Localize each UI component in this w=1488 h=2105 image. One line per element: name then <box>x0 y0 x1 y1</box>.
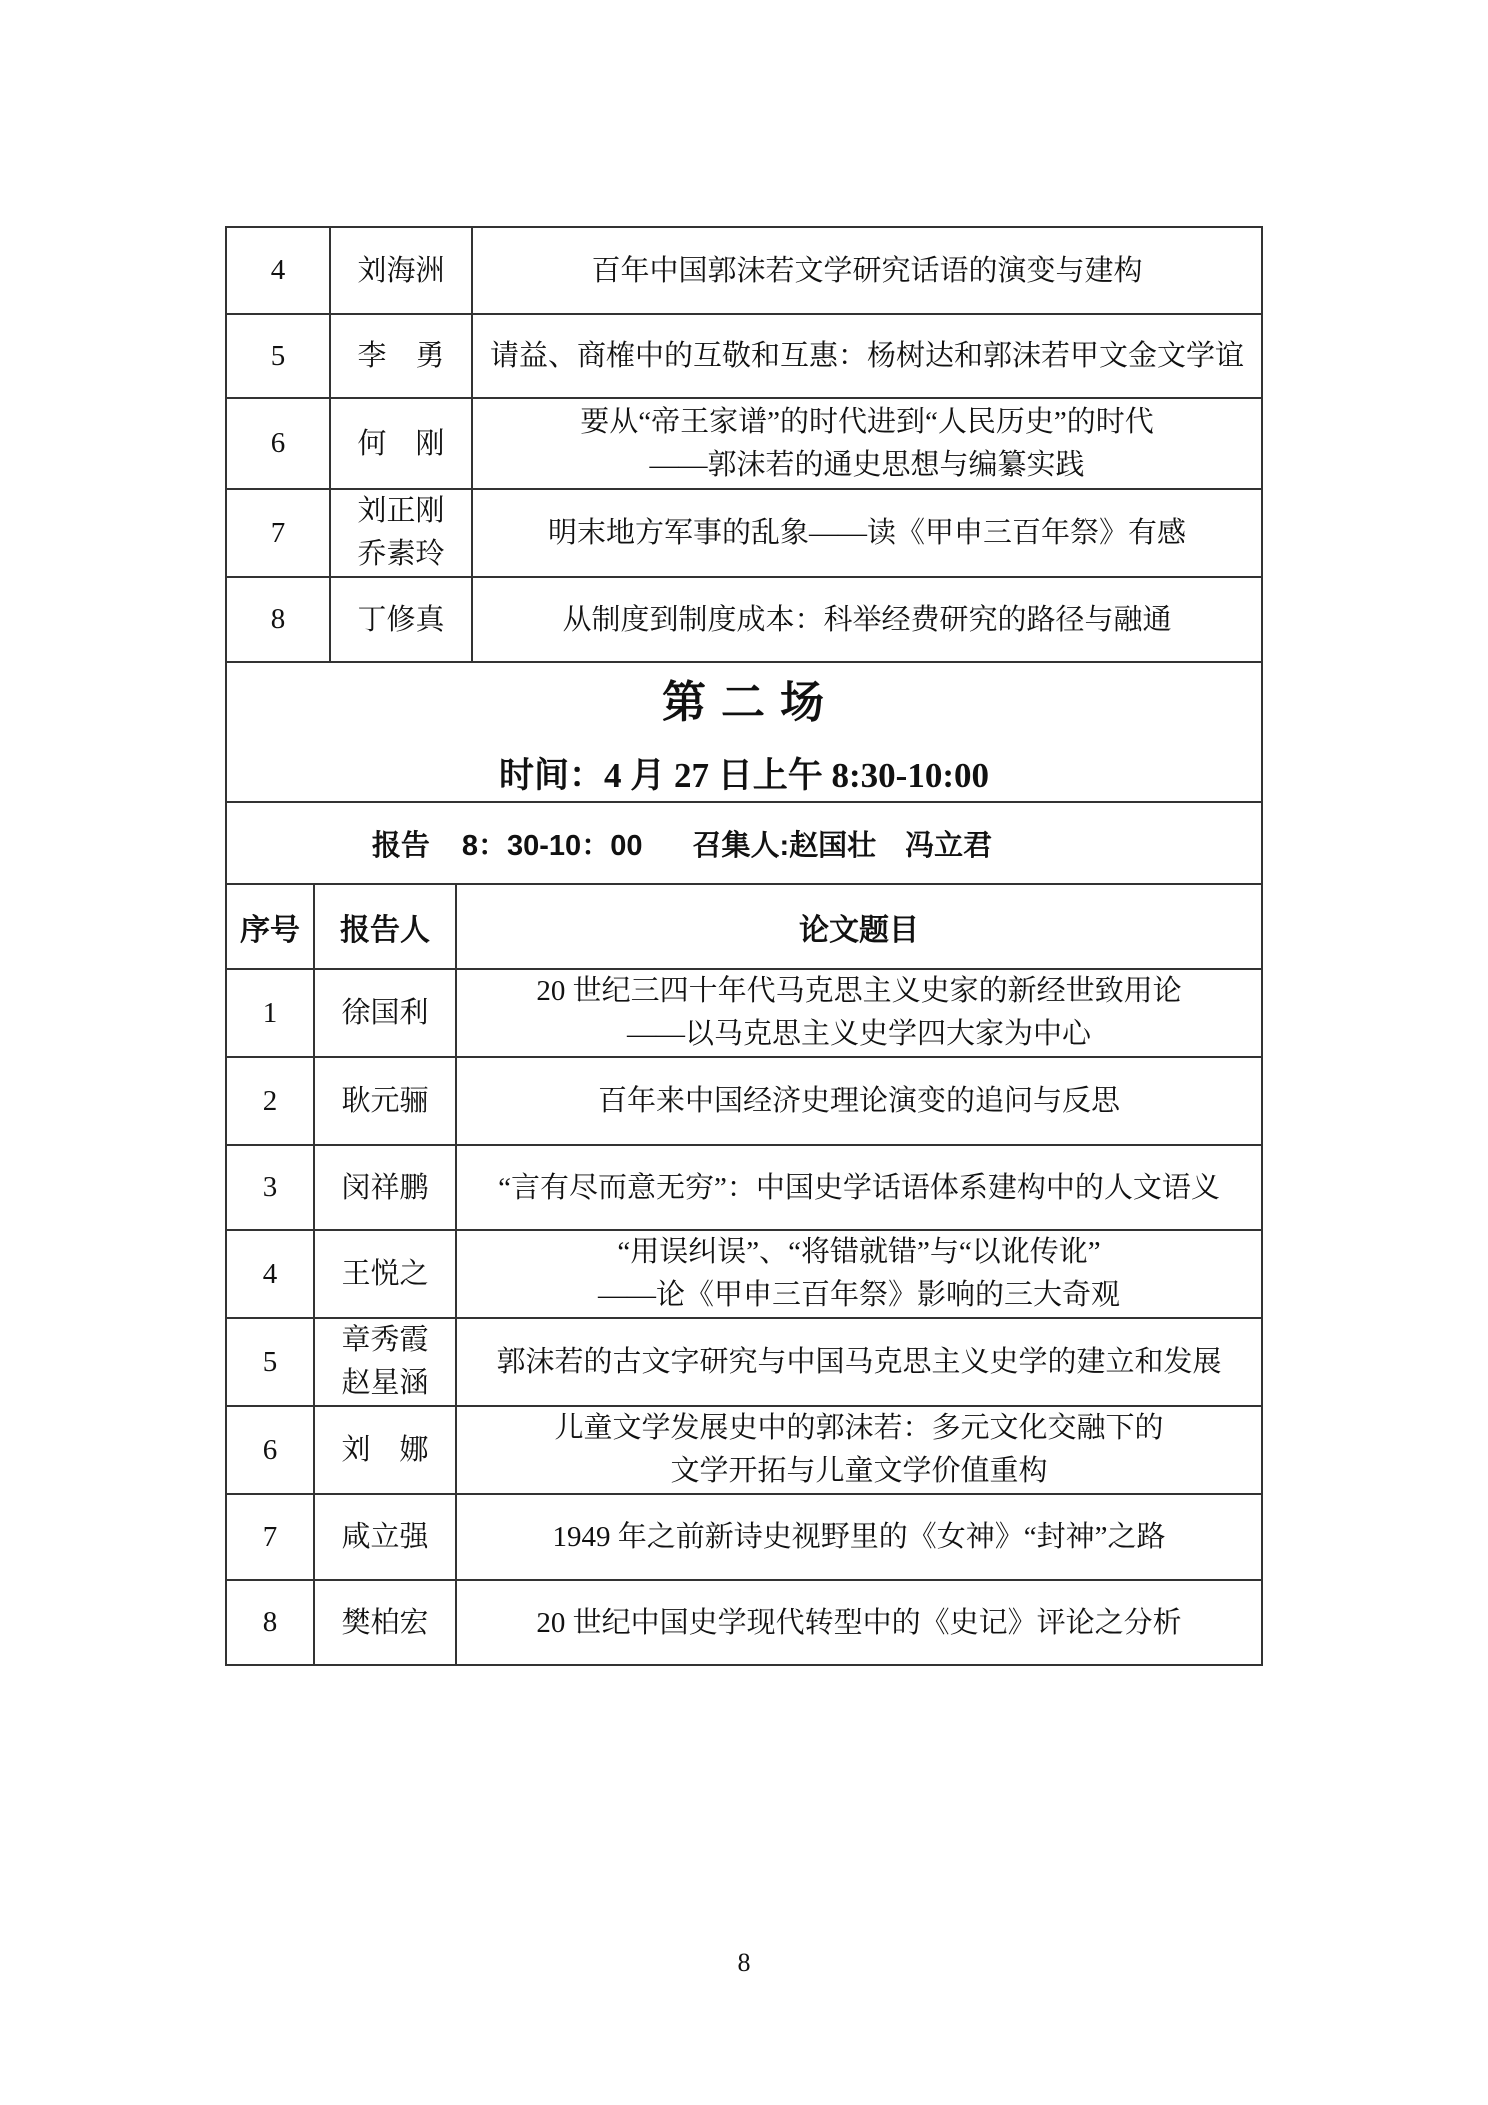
speaker-cell <box>314 1406 456 1494</box>
speaker-name: 赵星涵 <box>341 1367 429 1399</box>
paper-title: 郭沫若的古文字研究与中国马克思主义史学的建立和发展 <box>496 1346 1222 1378</box>
session-time: 时间：4 月 27 日上午 8:30-10:00 <box>499 756 989 795</box>
speaker-name: 闵祥鹏 <box>341 1171 429 1204</box>
speaker-name: 徐国利 <box>341 997 429 1029</box>
paper-title-cell <box>456 1494 1262 1580</box>
row-number: 6 <box>226 1406 314 1494</box>
header-seq: 序号 <box>226 884 314 969</box>
speaker-name: 刘海洲 <box>357 254 445 287</box>
speaker-name: 耿元骊 <box>341 1085 429 1117</box>
speaker-cell <box>330 398 472 489</box>
speaker-name: 乔素玲 <box>357 538 445 570</box>
speaker-cell <box>314 1494 456 1580</box>
row-number: 4 <box>226 1230 314 1318</box>
convener-names: 召集人:赵国壮 冯立君 <box>692 829 993 862</box>
paper-title-line: ——论《甲申三百年祭》影响的三大奇观 <box>597 1279 1120 1311</box>
speaker-cell <box>330 227 472 314</box>
table-row <box>226 1318 1262 1406</box>
paper-title: 百年中国郭沫若文学研究话语的演变与建构 <box>591 254 1143 287</box>
row-number: 6 <box>226 398 330 489</box>
table-row <box>226 227 1262 314</box>
paper-title: 20 世纪中国史学现代转型中的《史记》评论之分析 <box>536 1606 1182 1639</box>
table-row <box>226 1057 1262 1145</box>
speaker-name: 刘正刚 <box>357 495 445 527</box>
page-number: 8 <box>737 1948 751 1977</box>
paper-title-cell <box>472 398 1262 489</box>
paper-title: 百年来中国经济史理论演变的追问与反思 <box>597 1085 1120 1117</box>
paper-title: 从制度到制度成本：科举经费研究的路径与融通 <box>562 603 1172 636</box>
paper-title-cell <box>472 227 1262 314</box>
paper-title-line: 文学开拓与儿童文学价值重构 <box>670 1455 1048 1487</box>
table-row <box>226 1145 1262 1230</box>
table-row <box>226 1580 1262 1665</box>
table-row <box>226 1406 1262 1494</box>
speaker-cell <box>314 1230 456 1318</box>
paper-title-cell <box>456 1580 1262 1665</box>
session-header <box>225 661 1263 803</box>
speaker-cell <box>314 1318 456 1406</box>
row-number: 8 <box>226 577 330 662</box>
paper-title: “言有尽而意无穷”：中国史学话语体系建构中的人文语义 <box>498 1171 1220 1204</box>
row-number: 8 <box>226 1580 314 1665</box>
row-number: 4 <box>226 227 330 314</box>
speaker-name: 李 勇 <box>357 340 445 372</box>
speaker-cell <box>330 577 472 662</box>
paper-title: 请益、商榷中的互敬和互惠：杨树达和郭沫若甲文金文学谊 <box>489 340 1244 372</box>
row-number: 5 <box>226 314 330 398</box>
conference-program-page <box>225 226 1263 1666</box>
table-row <box>226 577 1262 662</box>
table-row <box>226 1494 1262 1580</box>
speaker-name: 刘 娜 <box>341 1434 429 1466</box>
paper-title: 1949 年之前新诗史视野里的《女神》“封神”之路 <box>552 1521 1166 1553</box>
table-row <box>226 489 1262 577</box>
paper-title-cell <box>472 489 1262 577</box>
paper-title: 明末地方军事的乱象——读《甲申三百年祭》有感 <box>547 517 1186 549</box>
row-number: 7 <box>226 1494 314 1580</box>
speaker-cell <box>314 1145 456 1230</box>
speaker-name: 章秀霞 <box>341 1324 429 1356</box>
row-number: 1 <box>226 969 314 1057</box>
paper-title-cell <box>456 1406 1262 1494</box>
paper-title-cell <box>456 1145 1262 1230</box>
table-row <box>226 398 1262 489</box>
speaker-name: 王悦之 <box>341 1258 429 1290</box>
paper-title-cell <box>456 1057 1262 1145</box>
table-row <box>226 1230 1262 1318</box>
report-time: 8：30-10：00 <box>461 829 643 862</box>
session2-table <box>225 883 1263 1666</box>
speaker-cell <box>314 1580 456 1665</box>
row-number: 2 <box>226 1057 314 1145</box>
report-label: 报告 <box>371 829 430 862</box>
header-title: 论文题目 <box>456 884 1262 969</box>
speaker-name: 丁修真 <box>357 603 445 636</box>
table-header-row <box>226 884 1262 969</box>
header-speaker: 报告人 <box>314 884 456 969</box>
paper-title-cell <box>456 969 1262 1057</box>
paper-title-line: “用误纠误”、“将错就错”与“以讹传讹” <box>617 1236 1101 1268</box>
paper-title-line: 20 世纪三四十年代马克思主义史家的新经世致用论 <box>536 975 1182 1007</box>
paper-title-line: 要从“帝王家谱”的时代进到“人民历史”的时代 <box>580 405 1154 438</box>
row-number: 5 <box>226 1318 314 1406</box>
paper-title-line: 儿童文学发展史中的郭沫若：多元文化交融下的 <box>554 1412 1164 1444</box>
row-number: 3 <box>226 1145 314 1230</box>
speaker-name: 何 刚 <box>357 427 445 460</box>
paper-title-cell <box>456 1318 1262 1406</box>
session-title: 第 二 场 <box>662 678 826 727</box>
speaker-name: 咸立强 <box>341 1521 429 1553</box>
report-info-row <box>225 801 1263 885</box>
paper-title-line: ——郭沫若的通史思想与编纂实践 <box>649 448 1085 481</box>
paper-title-line: ——以马克思主义史学四大家为中心 <box>626 1018 1091 1050</box>
paper-title-cell <box>472 314 1262 398</box>
paper-title-cell <box>472 577 1262 662</box>
table-row <box>226 969 1262 1057</box>
session1-table <box>225 226 1263 663</box>
speaker-cell <box>314 1057 456 1145</box>
speaker-cell <box>330 314 472 398</box>
row-number: 7 <box>226 489 330 577</box>
speaker-name: 樊柏宏 <box>341 1606 429 1639</box>
paper-title-cell <box>456 1230 1262 1318</box>
speaker-cell <box>330 489 472 577</box>
table-row <box>226 314 1262 398</box>
report-info <box>372 823 992 864</box>
speaker-cell <box>314 969 456 1057</box>
